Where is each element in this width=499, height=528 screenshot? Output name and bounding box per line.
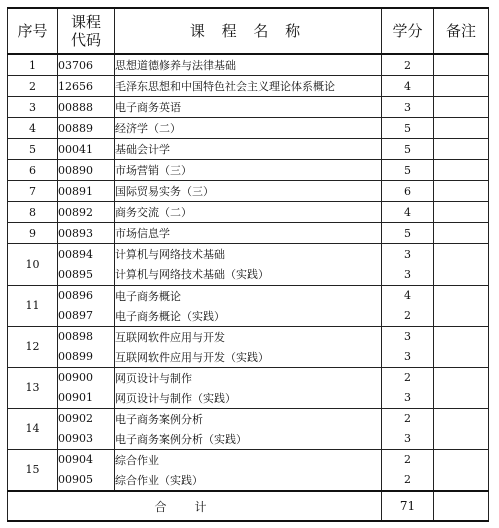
row-number: 3 [8,97,58,118]
row-number: 9 [8,223,58,244]
course-remark [434,367,489,388]
course-code: 00895 [58,264,115,285]
course-remark [434,326,489,347]
course-name: 毛泽东思想和中国特色社会主义理论体系概论 [115,76,382,97]
course-credit: 3 [382,388,434,409]
table-row [8,54,489,76]
table-row [8,429,489,450]
course-remark [434,429,489,450]
row-number: 7 [8,181,58,202]
course-name: 计算机与网络技术基础（实践） [115,264,382,285]
course-body [8,54,489,491]
course-remark [434,347,489,368]
course-name: 电子商务案例分析（实践） [115,429,382,450]
header-name: 课 程 名 称 [115,8,382,54]
header-seq: 序号 [8,8,58,54]
table-row [8,470,489,491]
course-credit: 2 [382,408,434,429]
row-number: 13 [8,367,58,408]
row-number: 4 [8,118,58,139]
course-name: 网页设计与制作 [115,367,382,388]
total-label: 合计 [8,491,382,521]
course-table [7,7,489,522]
course-remark [434,54,489,76]
course-credit: 2 [382,367,434,388]
course-remark [434,118,489,139]
course-name: 市场信息学 [115,223,382,244]
course-credit: 4 [382,76,434,97]
course-code: 00890 [58,160,115,181]
row-number: 6 [8,160,58,181]
course-code: 00894 [58,244,115,265]
course-code: 00898 [58,326,115,347]
course-remark [434,285,489,306]
table-row [8,139,489,160]
course-credit: 2 [382,470,434,491]
header-code-line2: 代码 [70,31,101,49]
row-number: 11 [8,285,58,326]
row-number: 12 [8,326,58,367]
course-name: 计算机与网络技术基础 [115,244,382,265]
course-remark [434,223,489,244]
row-number: 5 [8,139,58,160]
course-remark [434,181,489,202]
course-name: 经济学（二） [115,118,382,139]
course-name: 网页设计与制作（实践） [115,388,382,409]
course-remark [434,160,489,181]
course-credit: 6 [382,181,434,202]
row-number: 10 [8,244,58,285]
course-code: 00897 [58,306,115,327]
row-number: 1 [8,54,58,76]
course-name: 互联网软件应用与开发（实践） [115,347,382,368]
course-code: 00900 [58,367,115,388]
course-credit: 3 [382,347,434,368]
course-remark [434,470,489,491]
course-remark [434,388,489,409]
course-code: 00904 [58,449,115,470]
table-row [8,408,489,429]
table-row [8,223,489,244]
course-credit: 2 [382,449,434,470]
table-row [8,388,489,409]
table-row [8,264,489,285]
course-code: 00901 [58,388,115,409]
header-code [58,8,115,54]
table-row [8,118,489,139]
course-code: 03706 [58,54,115,76]
course-credit: 3 [382,97,434,118]
course-code: 00903 [58,429,115,450]
course-credit: 2 [382,54,434,76]
course-remark [434,97,489,118]
table-row [8,202,489,223]
table-row [8,97,489,118]
course-credit: 5 [382,160,434,181]
course-credit: 3 [382,429,434,450]
course-credit: 4 [382,285,434,306]
table-row [8,76,489,97]
course-credit: 5 [382,223,434,244]
total-row [8,491,489,521]
course-name: 商务交流（二） [115,202,382,223]
table-row [8,449,489,470]
table-row [8,347,489,368]
course-credit: 3 [382,244,434,265]
row-number: 15 [8,449,58,491]
course-credit: 5 [382,139,434,160]
table-row [8,244,489,265]
course-code: 00905 [58,470,115,491]
total-remark [434,491,489,521]
course-code: 00892 [58,202,115,223]
table-row [8,160,489,181]
course-remark [434,449,489,470]
course-remark [434,139,489,160]
course-remark [434,306,489,327]
course-credit: 4 [382,202,434,223]
course-remark [434,244,489,265]
course-name: 综合作业 [115,449,382,470]
row-number: 14 [8,408,58,449]
course-code: 00899 [58,347,115,368]
row-number: 2 [8,76,58,97]
course-code: 00902 [58,408,115,429]
course-credit: 3 [382,326,434,347]
header-row [8,8,489,54]
course-code: 00041 [58,139,115,160]
course-credit: 5 [382,118,434,139]
course-name: 思想道德修养与法律基础 [115,54,382,76]
course-name: 综合作业（实践） [115,470,382,491]
course-code: 00896 [58,285,115,306]
course-name: 电子商务英语 [115,97,382,118]
course-name: 基础会计学 [115,139,382,160]
course-code: 12656 [58,76,115,97]
course-name: 电子商务案例分析 [115,408,382,429]
course-code: 00891 [58,181,115,202]
course-name: 电子商务概论（实践） [115,306,382,327]
table-row [8,367,489,388]
row-number: 8 [8,202,58,223]
course-code: 00889 [58,118,115,139]
table-row [8,181,489,202]
course-name: 市场营销（三） [115,160,382,181]
course-name: 国际贸易实务（三） [115,181,382,202]
header-credit: 学分 [382,8,434,54]
table-row [8,285,489,306]
table-row [8,306,489,327]
course-remark [434,202,489,223]
course-code: 00888 [58,97,115,118]
header-remark: 备注 [434,8,489,54]
total-credit: 71 [382,491,434,521]
course-name: 电子商务概论 [115,285,382,306]
table-row [8,326,489,347]
header-code-line1: 课程 [70,13,101,31]
course-name: 互联网软件应用与开发 [115,326,382,347]
course-remark [434,264,489,285]
course-credit: 3 [382,264,434,285]
course-credit: 2 [382,306,434,327]
course-remark [434,76,489,97]
course-remark [434,408,489,429]
course-code: 00893 [58,223,115,244]
